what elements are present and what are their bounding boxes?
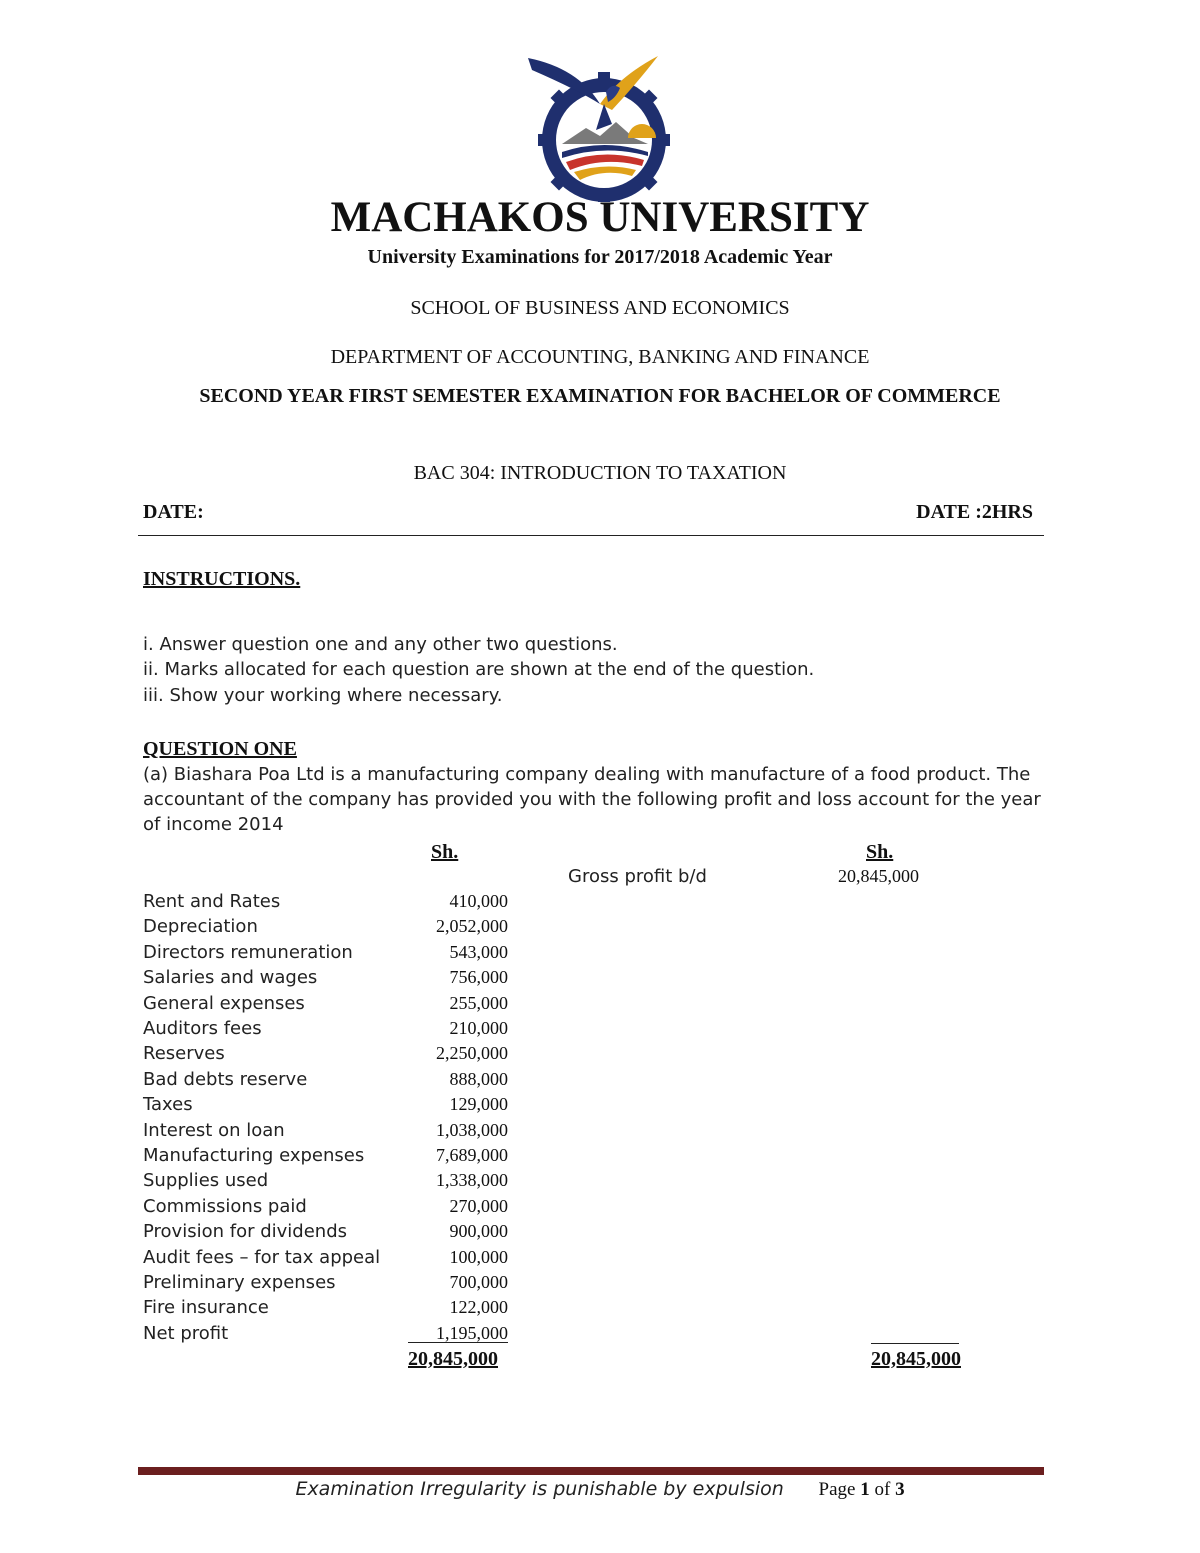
page-footer	[0, 1476, 1200, 1503]
header-divider	[138, 535, 1044, 536]
net-profit-underline	[408, 1342, 508, 1343]
instruction-item: ii. Marks allocated for each question are shown at the end of the question.	[143, 659, 815, 680]
currency-header-left: Sh.	[431, 841, 459, 863]
page-number: 1	[860, 1479, 870, 1500]
row-value: 2,250,000	[436, 1043, 508, 1063]
row-label: Preliminary expenses	[143, 1272, 336, 1293]
row-label: Reserves	[143, 1043, 225, 1064]
row-label: Depreciation	[143, 916, 258, 937]
row-label: Supplies used	[143, 1170, 269, 1191]
gross-profit-label: Gross profit b/d	[568, 866, 707, 887]
instruction-item: iii. Show your working where necessary.	[143, 685, 503, 706]
row-value: 270,000	[449, 1196, 508, 1216]
footer-bar	[138, 1467, 1044, 1475]
row-label: Bad debts reserve	[143, 1069, 308, 1090]
row-value: 7,689,000	[436, 1145, 508, 1165]
exam-title: SECOND YEAR FIRST SEMESTER EXAMINATION FOR BACHELOR OF COMMERCE	[199, 385, 1001, 407]
row-value: 122,000	[449, 1297, 508, 1317]
row-value: 756,000	[449, 967, 508, 987]
row-label: Directors remuneration	[143, 942, 353, 963]
exams-academic-year: University Examinations for 2017/2018 Academic Year	[367, 246, 833, 268]
question-intro-line: of income 2014	[143, 814, 284, 835]
question-intro-line: (a) Biashara Poa Ltd is a manufacturing company dealing with manufacture of a food product. The	[143, 764, 1031, 785]
row-label: Net profit	[143, 1323, 229, 1344]
row-label: Provision for dividends	[143, 1221, 347, 1242]
university-crest-logo	[508, 52, 684, 202]
debit-total: 20,845,000	[408, 1348, 498, 1370]
row-value: 255,000	[449, 993, 508, 1013]
crest-icon	[508, 52, 684, 202]
row-label: Auditors fees	[143, 1018, 262, 1039]
row-label: General expenses	[143, 993, 305, 1014]
course-title: BAC 304: INTRODUCTION TO TAXATION	[413, 462, 787, 484]
row-label: Audit fees – for tax appeal	[143, 1247, 381, 1268]
instructions-heading: INSTRUCTIONS.	[143, 568, 301, 590]
question-intro-line: accountant of the company has provided you with the following profit and loss account for the year	[143, 789, 1041, 810]
row-value: 888,000	[449, 1069, 508, 1089]
row-label: Fire insurance	[143, 1297, 269, 1318]
row-label: Taxes	[143, 1094, 193, 1115]
row-value: 700,000	[449, 1272, 508, 1292]
gross-profit-value: 20,845,000	[838, 866, 919, 886]
of-word: of	[874, 1479, 891, 1500]
row-label: Commissions paid	[143, 1196, 307, 1217]
row-value: 410,000	[449, 891, 508, 911]
row-value: 129,000	[449, 1094, 508, 1114]
page-total: 3	[895, 1479, 905, 1500]
row-value: 1,195,000	[436, 1323, 508, 1343]
question-one-heading: QUESTION ONE	[143, 738, 297, 760]
row-value: 1,038,000	[436, 1120, 508, 1140]
row-value: 900,000	[449, 1221, 508, 1241]
row-label: Manufacturing expenses	[143, 1145, 365, 1166]
row-label: Interest on loan	[143, 1120, 285, 1141]
instruction-item: i. Answer question one and any other two questions.	[143, 634, 618, 655]
duration-label: DATE :2HRS	[916, 501, 1033, 523]
row-label: Salaries and wages	[143, 967, 318, 988]
row-value: 543,000	[449, 942, 508, 962]
credit-total-rule	[871, 1343, 959, 1344]
currency-header-right: Sh.	[866, 841, 894, 863]
row-value: 2,052,000	[436, 916, 508, 936]
school-name: SCHOOL OF BUSINESS AND ECONOMICS	[410, 297, 790, 319]
row-value: 1,338,000	[436, 1170, 508, 1190]
page-indicator	[819, 1479, 905, 1500]
page-word: Page	[818, 1479, 856, 1500]
row-value: 210,000	[449, 1018, 508, 1038]
row-label: Rent and Rates	[143, 891, 281, 912]
irregularity-notice: Examination Irregularity is punishable by expulsion	[295, 1478, 784, 1500]
department-name: DEPARTMENT OF ACCOUNTING, BANKING AND FINANCE	[330, 346, 870, 368]
date-label: DATE:	[143, 501, 204, 523]
row-value: 100,000	[449, 1247, 508, 1267]
question-intro	[143, 762, 1043, 837]
university-name: MACHAKOS UNIVERSITY	[330, 194, 870, 241]
credit-total: 20,845,000	[871, 1348, 961, 1370]
